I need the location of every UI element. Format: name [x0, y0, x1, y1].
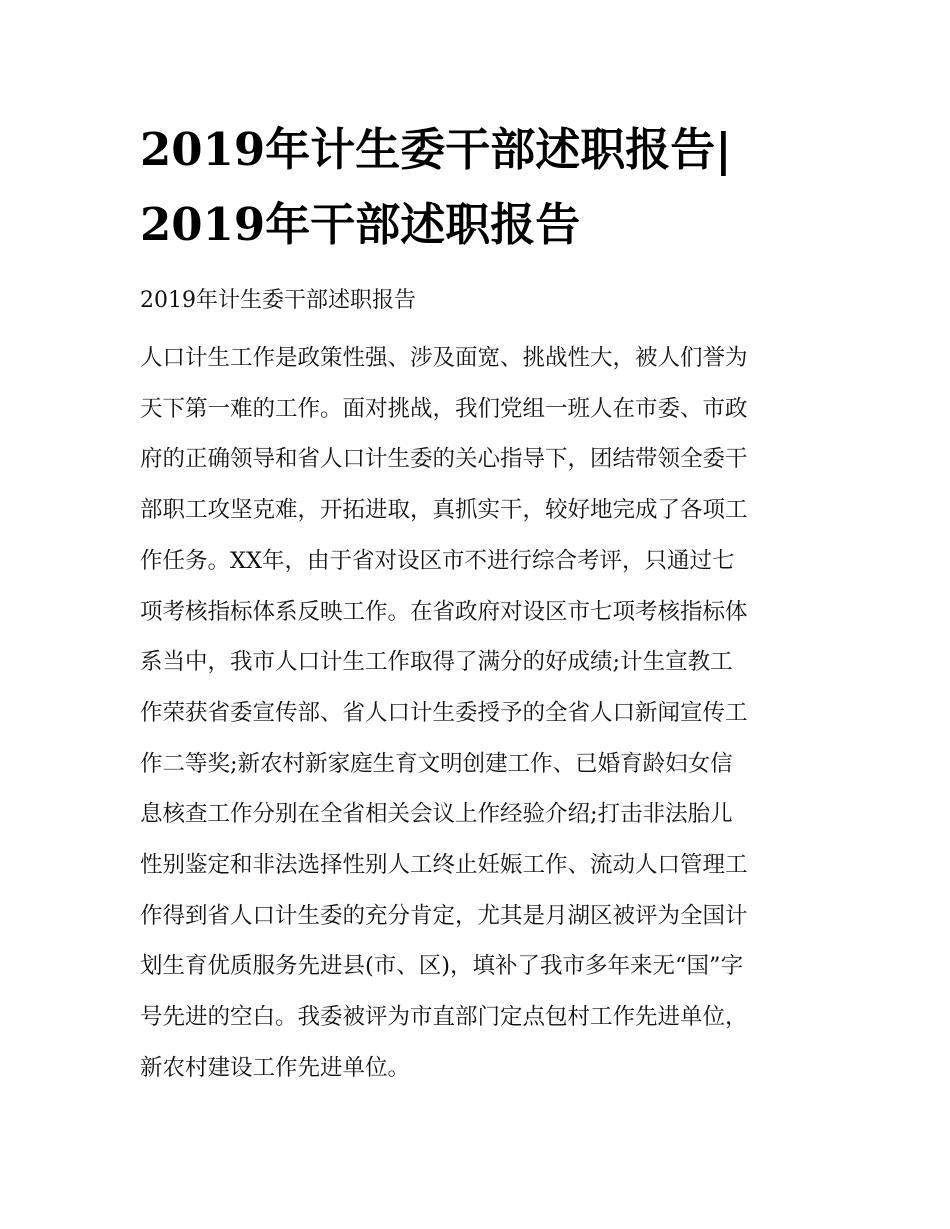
- document-subtitle: 2019年计生委干部述职报告: [140, 288, 416, 313]
- body-line: 性别鉴定和非法选择性别人工终止妊娠工作、流动人口管理工: [140, 852, 748, 879]
- body-line: 作二等奖;新农村新家庭生育文明创建工作、已婚育龄妇女信: [140, 750, 733, 777]
- body-line: 项考核指标体系反映工作。在省政府对设区市七项考核指标体: [140, 598, 748, 625]
- body-line: 系当中，我市人口计生工作取得了满分的好成绩;计生宣教工: [140, 649, 733, 676]
- body-paragraph: [140, 333, 820, 1094]
- title-line: 2019年干部述职报告: [140, 198, 581, 251]
- body-line: 人口计生工作是政策性强、涉及面宽、挑战性大，被人们誉为: [140, 345, 748, 371]
- body-line: 新农村建设工作先进单位。: [140, 1054, 411, 1081]
- body-line: 作荣获省委宣传部、省人口计生委授予的全省人口新闻宣传工: [140, 699, 748, 726]
- body-line: 部职工攻坚克难，开拓进取，真抓实干，较好地完成了各项工: [140, 497, 748, 524]
- document-title: [140, 112, 820, 262]
- body-line: 作任务。XX年，由于省对设区市不进行综合考评，只通过七: [140, 547, 735, 574]
- body-line: 号先进的空白。我委被评为市直部门定点包村工作先进单位，: [140, 1004, 748, 1031]
- title-line: 2019年计生委干部述职报告|: [140, 123, 732, 176]
- body-line: 府的正确领导和省人口计生委的关心指导下，团结带领全委干: [140, 446, 748, 473]
- body-line: 天下第一难的工作。面对挑战，我们党组一班人在市委、市政: [140, 395, 748, 422]
- body-line: 作得到省人口计生委的充分肯定，尤其是月湖区被评为全国计: [140, 902, 748, 929]
- body-line: 息核查工作分别在全省相关会议上作经验介绍;打击非法胎儿: [140, 801, 733, 828]
- body-line: 划生育优质服务先进县(市、区)，填补了我市多年来无“国”字: [140, 953, 744, 980]
